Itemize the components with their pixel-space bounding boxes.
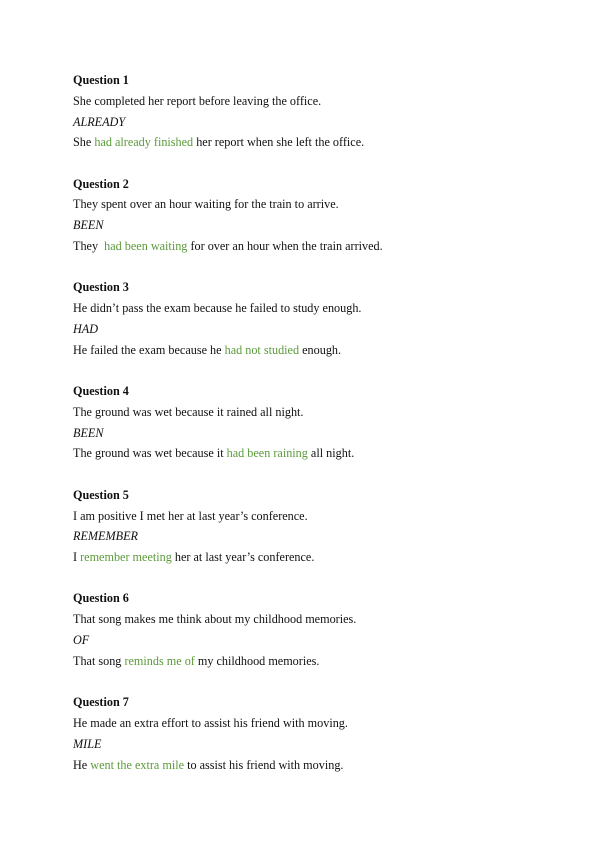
rewrite-before: The ground was wet because it [73,446,227,461]
question-rewrite [73,236,573,257]
question-keyword: MILE [73,736,102,751]
question-4 [73,381,573,464]
rewrite-before: I [73,550,81,565]
question-3 [73,277,573,360]
rewrite-after: enough. [299,342,342,357]
question-1 [73,70,573,153]
question-rewrite [73,755,573,776]
question-prompt: I am positive I met her at last year’s conference. [73,508,308,523]
question-keyword: HAD [73,321,99,336]
question-prompt: He made an extra effort to assist his friend with moving. [73,715,348,730]
question-prompt: That song makes me think about my childhood memories. [73,612,357,627]
question-keyword: OF [73,633,90,648]
rewrite-after: to assist his friend with moving. [184,757,344,772]
question-title: Question 5 [73,487,129,502]
rewrite-after: her report when she left the office. [193,135,365,150]
question-keyword: REMEMBER [73,529,138,544]
question-2 [73,174,573,257]
question-rewrite [73,132,573,153]
question-rewrite [73,547,573,568]
question-prompt: The ground was wet because it rained all night. [73,404,304,419]
question-title: Question 4 [73,384,129,399]
rewrite-before: That song [73,653,125,668]
question-keyword: ALREADY [73,114,126,129]
question-keyword: BEEN [73,425,104,440]
question-prompt: She completed her report before leaving the office. [73,93,322,108]
question-7 [73,692,573,775]
rewrite-after: for over an hour when the train arrived. [187,239,383,254]
question-5 [73,485,573,568]
rewrite-before: They [73,239,105,254]
question-rewrite [73,443,573,464]
rewrite-answer: had been raining [226,446,308,461]
rewrite-after: all night. [307,446,355,461]
rewrite-answer: had already finished [94,135,194,150]
question-prompt: They spent over an hour waiting for the train to arrive. [73,197,339,212]
rewrite-after: her at last year’s conference. [171,550,315,565]
question-title: Question 7 [73,695,129,710]
question-prompt: He didn’t pass the exam because he failed to study enough. [73,301,362,316]
question-keyword: BEEN [73,218,104,233]
question-rewrite [73,340,573,361]
question-title: Question 2 [73,176,129,191]
rewrite-answer: had been waiting [104,239,188,254]
question-title: Question 6 [73,591,129,606]
question-title: Question 3 [73,280,129,295]
rewrite-after: my childhood memories. [194,653,320,668]
rewrite-before: He failed the exam because he [73,342,225,357]
question-6 [73,588,573,671]
question-list [73,70,573,796]
rewrite-before: She [73,135,95,150]
question-title: Question 1 [73,73,129,87]
rewrite-answer: went the extra mile [90,757,185,772]
rewrite-answer: had not studied [224,342,300,357]
rewrite-before: He [73,757,91,772]
rewrite-answer: remember meeting [80,550,172,565]
rewrite-answer: reminds me of [124,653,195,668]
question-rewrite [73,651,573,672]
